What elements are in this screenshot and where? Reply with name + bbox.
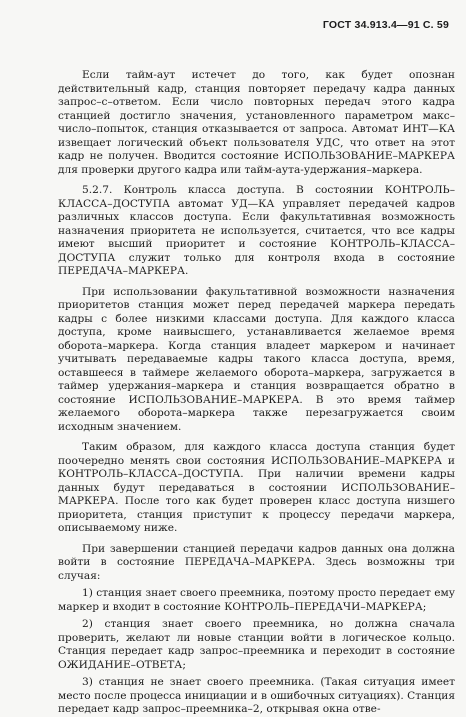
- paragraph: При завершении станцией передачи кадров данных она должна войти в состояние ПЕРЕДАЧА–МАРКЕРА. Здесь возможны три случая:: [58, 542, 455, 582]
- document-body: [58, 69, 455, 717]
- paragraph: Таким образом, для каждого класса доступа станция будет поочередно менять свои состояния ИСПОЛЬЗОВАНИЕ–МАРКЕРА и КОНТРОЛЬ–КЛАССА–ДОСТУПА. При наличии времени кадры данных будут передаваться в состоянии ИСПОЛЬЗОВАНИЕ–МАРКЕРА. После того как будет проверен класс доступа низшего приоритета, станция приступит к процессу передачи маркера, описываемому ниже.: [58, 441, 455, 534]
- paragraph: При использовании факультативной возможности назначения приоритетов станция может перед передачей маркера передать кадры с более низкими классами доступа. Для каждого класса доступа, кроме наивысшего, устанавливается желаемое время оборота–маркера. Когда станция владеет маркером и начинает учитывать передаваемые кадры такого класса доступа, время, оставшееся в таймере желаемого оборота–маркера, загружается в таймер удержания–маркера и станция возвращается обратно в состояние ИСПОЛЬЗОВАНИЕ–МАРКЕРА. В это время таймер желаемого оборота–маркера также перезагружается своим исходным значением.: [58, 285, 455, 433]
- paragraph: Если тайм-аут истечет до того, как будет опознан действительный кадр, станция повторяет передачу кадра данных запрос–с–ответом. Если число повторных передач этого кадра станцией достигло значения, установленного параметром макс–число–попыток, станция отказывается от запроса. Автомат ИНТ—КА извещает логический объект пользователя УДС, что ответ на этот кадр не получен. Вводится состояние ИСПОЛЬЗОВАНИЕ–МАРКЕРА для проверки другого кадра или тайм-аута-удержания–маркера.: [58, 69, 455, 176]
- list-item-case-2: 2) станция знает своего преемника, но должна сначала проверить, желают ли новые станции войти в логическое кольцо. Станция передает кадр запрос–преемника и переходит в состояние ОЖИДАНИЕ–ОТВЕТА;: [58, 618, 455, 671]
- list-item-case-3: 3) станция не знает своего преемника. (Такая ситуация имеет место после процесса инициации и в ошибочных ситуациях). Станция передает кадр запрос–преемника–2, открывая окна отве-: [58, 676, 455, 715]
- page-header: ГОСТ 34.913.4—91 С. 59: [322, 19, 449, 31]
- paragraph-section-5-2-7: 5.2.7. Контроль класса доступа. В состоянии КОНТРОЛЬ–КЛАССА–ДОСТУПА автомат УД—КА управляет передачей кадров различных классов доступа. Если факультативная возможность назначения приоритета не используется, считается, что все кадры имеют высший приоритет и состояние КОНТРОЛЬ–КЛАССА–ДОСТУПА служит только для контроля входа в состояние ПЕРЕДАЧА–МАРКЕРА.: [58, 184, 455, 277]
- list-item-case-1: 1) станция знает своего преемника, поэтому просто передает ему маркер и входит в состояние КОНТРОЛЬ–ПЕРЕДАЧИ–МАРКЕРА;: [58, 587, 455, 613]
